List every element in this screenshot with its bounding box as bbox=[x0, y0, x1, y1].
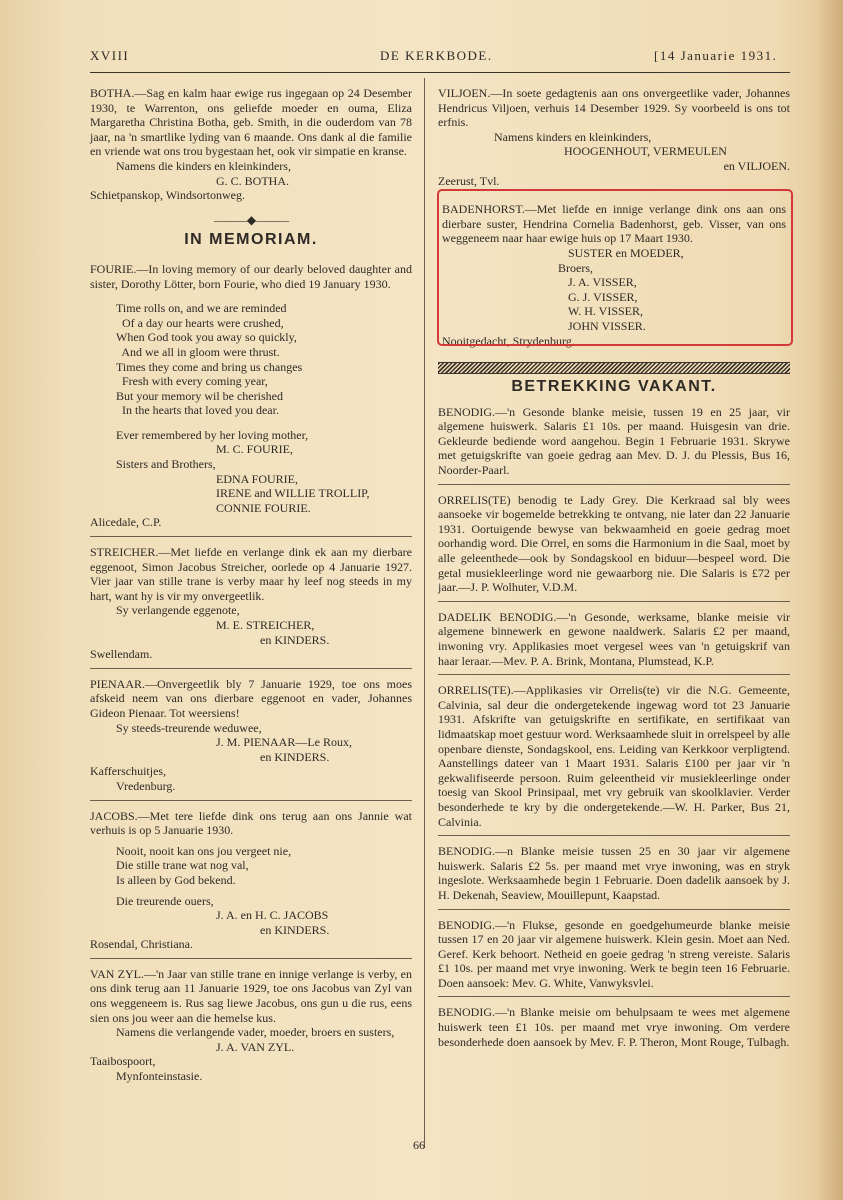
notice-botha-place: Schietpanskop, Windsortonweg. bbox=[90, 188, 245, 203]
notice-badenhorst-signature: SUSTER en MOEDER, bbox=[568, 245, 684, 260]
job-ad: BENODIG.—n Blanke meisie tussen 25 en 30 jaar vir algemene huiswerk. Salaris £2 5s. per maand met vrye inwoning, was en stryk ingeslote. Werksaamhede begin 1 Februarie. Doen dadelik aansoek by J. H. Dekenah, Seaview, Mouillepunt, Kaapstad. bbox=[438, 844, 790, 902]
page-number: 66 bbox=[413, 1138, 425, 1152]
notice-vanzyl: VAN ZYL.—'n Jaar van stille trane en innige verlange is verby, en ons dink terug aan 11 Januarie 1929, toe ons Jacobus van Zyl van ons weggeneem is. Rus sag liewe Jacobus, ons gun u die rus, eens sien ons jou weer aan die hemelse kus. bbox=[90, 966, 412, 1025]
notice-viljoen: VILJOEN.—In soete gedagtenis aan ons onvergeetlike vader, Johannes Hendricus Viljoen, verhuis 14 Desember 1929. Sy voorbeeld is ons tot erfnis. bbox=[438, 86, 790, 130]
notice-badenhorst-place: Nooitgedacht, Strydenburg. bbox=[442, 333, 575, 348]
notice-separator bbox=[90, 958, 412, 959]
job-ad: BENODIG.—'n Blanke meisie om behulpsaam te wees met algemene huiswerk teen £1 10s. per maand met vrye inwoning. Om verdere besonderhede doen aansoek by Mev. F. P. Theron, Mont Rouge, Tulbagh. bbox=[438, 1005, 790, 1049]
name-line: G. J. VISSER, bbox=[568, 289, 638, 304]
highlight-box-badenhorst bbox=[437, 189, 793, 346]
notice-separator bbox=[438, 835, 790, 836]
name-line: EDNA FOURIE, bbox=[216, 471, 299, 486]
poem-line: Fresh with every coming year, bbox=[116, 374, 268, 389]
notice-pienaar-place1: Kafferschuitjes, bbox=[90, 764, 167, 779]
poem-line: Time rolls on, and we are reminded bbox=[116, 301, 287, 316]
notice-streicher-place: Swellendam. bbox=[90, 647, 153, 662]
notice-separator bbox=[90, 536, 412, 537]
notice-separator bbox=[438, 996, 790, 997]
header-publication: DE KERKBODE. bbox=[380, 48, 493, 63]
notice-vanzyl-signature: J. A. VAN ZYL. bbox=[216, 1039, 295, 1054]
name-line: W. H. VISSER, bbox=[568, 304, 644, 319]
notice-separator bbox=[438, 484, 790, 485]
notice-vanzyl-place1: Taaibospoort, bbox=[90, 1054, 156, 1069]
poem-line: Is alleen by God bekend. bbox=[116, 872, 236, 887]
page-edge-shadow bbox=[815, 0, 843, 1200]
poem-line: But your memory wil be cherished bbox=[116, 388, 283, 403]
name-line: IRENE and WILLIE TROLLIP, bbox=[216, 486, 370, 501]
notice-streicher-signature: M. E. STREICHER, bbox=[216, 618, 315, 632]
left-column bbox=[90, 86, 412, 1084]
fourie-names bbox=[90, 472, 412, 516]
notice-botha-signature: G. C. BOTHA. bbox=[216, 173, 290, 188]
fourie-poem bbox=[90, 301, 412, 418]
poem-line: Of a day our hearts were crushed, bbox=[116, 315, 284, 330]
section-title-in-memoriam: IN MEMORIAM. bbox=[184, 231, 318, 249]
notice-fourie-mother: M. C. FOURIE, bbox=[216, 442, 294, 457]
poem-line: When God took you away so quickly, bbox=[116, 330, 297, 345]
notice-botha: BOTHA.—Sag en kalm haar ewige rus ingegaan op 24 Desember 1930, te Warrenton, ons geliefde moeder en ouma, Eliza Margaretha Christina Botha, geb. Smith, in die ouderdom van 78 jaar, na 'n smartlike lyding van 6 maande. Ons dank al die familie en vriende wat ons trou bygestaan het, ook vir simpatie en kranse. bbox=[90, 86, 412, 159]
notice-viljoen-place: Zeerust, Tvl. bbox=[438, 173, 500, 188]
job-ad: BENODIG.—'n Gesonde blanke meisie, tussen 19 en 25 jaar, vir algemene huiswerk. Salaris £1 10s. per maand. Huisgesin van drie. Gekleurde bediende word aangehou. Begin 1 Februarie 1931. Skrywe met getuigskrifte van goeie gedrag aan Mev. D. J. du Plessis, Bus 16, Noorder-Paarl. bbox=[438, 404, 790, 478]
notice-fourie-place: Alicedale, C.P. bbox=[90, 515, 162, 530]
notice-separator bbox=[90, 800, 412, 801]
notice-fourie-sisters: Sisters and Brothers, bbox=[116, 457, 216, 472]
notice-jacobs-ouers: Die treurende ouers, bbox=[116, 893, 214, 908]
name-line: JOHN VISSER. bbox=[568, 318, 646, 333]
notice-streicher-kinders: en KINDERS. bbox=[260, 632, 330, 647]
notice-jacobs-kinders: en KINDERS. bbox=[260, 922, 330, 937]
notice-viljoen-namens: Namens kinders en kleinkinders, bbox=[494, 129, 652, 144]
notice-pienaar-kinders: en KINDERS. bbox=[260, 749, 330, 764]
job-ad: ORRELIS(TE) benodig te Lady Grey. Die Kerkraad sal bly wees aansoeke vir bogemelde betrekking te ontvang, nie later dan 22 Januarie 1931. Oortuigende bewyse van bekwaamheid en goeie gedrag moet oorhandig word. Die Orrel, en soms die Harmonium in die Saal, moet by alle geleenthede—ook by Sondagskool en biduur—bespeel word. Die getal musiekleerlinge word nie gewaarborg nie. Die Salaris is £72 per jaar.—J. P. Wolhuter, V.D.M. bbox=[438, 492, 790, 595]
hatched-divider bbox=[438, 362, 790, 374]
notice-botha-namens: Namens die kinders en kleinkinders, bbox=[116, 158, 291, 173]
notice-streicher-eggenote: Sy verlangende eggenote, bbox=[116, 603, 240, 618]
notice-viljoen-signature2: en VILJOEN. bbox=[723, 158, 790, 173]
poem-line: Nooit, nooit kan ons jou vergeet nie, bbox=[116, 843, 292, 858]
name-line: CONNIE FOURIE. bbox=[216, 500, 311, 515]
notice-pienaar-place2: Vredenburg. bbox=[116, 778, 176, 793]
notice-fourie: FOURIE.—In loving memory of our dearly beloved daughter and sister, Dorothy Lötter, born Fourie, who died 19 January 1930. bbox=[90, 261, 412, 291]
notice-vanzyl-namens: Namens die verlangende vader, moeder, broers en susters, bbox=[116, 1025, 395, 1040]
header-rule bbox=[90, 72, 790, 73]
notice-streicher: STREICHER.—Met liefde en verlange dink ek aan my dierbare eggenoot, Simon Jacobus Streicher, oorlede op 4 Januarie 1927. Vier jaar van stille trane is verby maar hy leef nog steeds in my hart, want hy is vir my onvergeetlik. bbox=[90, 545, 412, 603]
job-ad: DADELIK BENODIG.—'n Gesonde, werksame, blanke meisie vir algemene binnewerk en gewone naaldwerk. Salaris £2 per maand, inwoning vry. Applikasies moet vergesel wees van 'n getuigskrif van haar leraar.—Mev. P. A. Brink, Montana, Plumstead, K.P. bbox=[438, 609, 790, 668]
poem-line: Die stille trane wat nog val, bbox=[116, 858, 249, 873]
notice-fourie-remembered: Ever remembered by her loving mother, bbox=[116, 427, 309, 442]
notice-viljoen-signature: HOOGENHOUT, VERMEULEN bbox=[564, 144, 727, 159]
poem-line: Times they come and bring us changes bbox=[116, 359, 303, 374]
section-title-betrekking-vakant: BETREKKING VAKANT. bbox=[511, 378, 717, 396]
notice-pienaar-signature: J. M. PIENAAR—Le Roux, bbox=[216, 735, 353, 750]
notice-jacobs: JACOBS.—Met tere liefde dink ons terug aan ons Jannie wat verhuis is op 5 Januarie 1930. bbox=[90, 808, 412, 838]
poem-line: In the hearts that loved you dear. bbox=[116, 403, 279, 418]
header-date: [14 Januarie 1931. bbox=[654, 48, 778, 63]
column-divider bbox=[424, 78, 425, 1148]
notice-separator bbox=[438, 674, 790, 675]
notice-separator bbox=[90, 668, 412, 669]
notice-pienaar: PIENAAR.—Onvergeetlik bly 7 Januarie 1929, toe ons moes afskeid neem van ons dierbare eggenoot en vader, Johannes Gideon Pienaar. Tot weersiens! bbox=[90, 676, 412, 720]
notice-pienaar-weduwee: Sy steeds-treurende weduwee, bbox=[116, 720, 262, 735]
job-ad: ORRELIS(TE).—Applikasies vir Orrelis(te) vir die N.G. Gemeente, Calvinia, sal deur die ondergetekende ingewag word tot 23 Januarie 1931. Afskrifte van getuigskrifte en sertifikate, en sertifikaat van lidmaatskap moet gestuur word. Werksaamhede sluit in orrelspeel by alle openbare dienste, Sondagskool, ens. Leiding van Kerkkoor verpligtend. Aanstellings dateer van 1 Maart 1931. Salaris £100 per jaar vir 'n gekwalifiseerde persoon. Ruim geleentheid vir musiekleerlinge onder toesig van Skool Prinsipaal, met vry gebruik van skoolklavier. Verder besonderhede te kry by die ondergetekende.—W. H. Parker, Bus 21, Calvinia. bbox=[438, 683, 790, 829]
job-ad: BENODIG.—'n Flukse, gesonde en goedgehumeurde blanke meisie tussen 17 en 20 jaar vir algemene huiswerk. Klein gesin. Moet aan Ned. Geref. Kerk behoort. Netheid en goeie gedrag 'n streng vereiste. Salaris £1 10s. per maand met vrye inwoning. Werk te begin teen 16 Februarie. Doen aansoek: Mev. G. White, Vanwyksvlei. bbox=[438, 917, 790, 990]
notice-badenhorst-text: BADENHORST.—Met liefde en innige verlange dink ons aan ons dierbare suster, Hendrina Cornelia Badenhorst, geb. Visser, van ons weggeneem naar haar ewige huis op 17 Maart 1930. bbox=[442, 202, 786, 246]
notice-jacobs-place: Rosendal, Christiana. bbox=[90, 937, 193, 952]
notice-vanzyl-place2: Mynfonteinstasie. bbox=[116, 1069, 203, 1084]
notice-separator bbox=[438, 909, 790, 910]
ornament-divider: ———◆——— bbox=[213, 212, 289, 227]
name-line: J. A. VISSER, bbox=[568, 275, 637, 290]
notice-jacobs-signature: J. A. en H. C. JACOBS bbox=[216, 908, 329, 923]
poem-line: And we all in gloom were thrust. bbox=[116, 344, 280, 359]
header-page-roman: XVIII bbox=[90, 48, 130, 63]
notice-badenhorst-broers: Broers, bbox=[558, 260, 593, 275]
notice-separator bbox=[438, 601, 790, 602]
